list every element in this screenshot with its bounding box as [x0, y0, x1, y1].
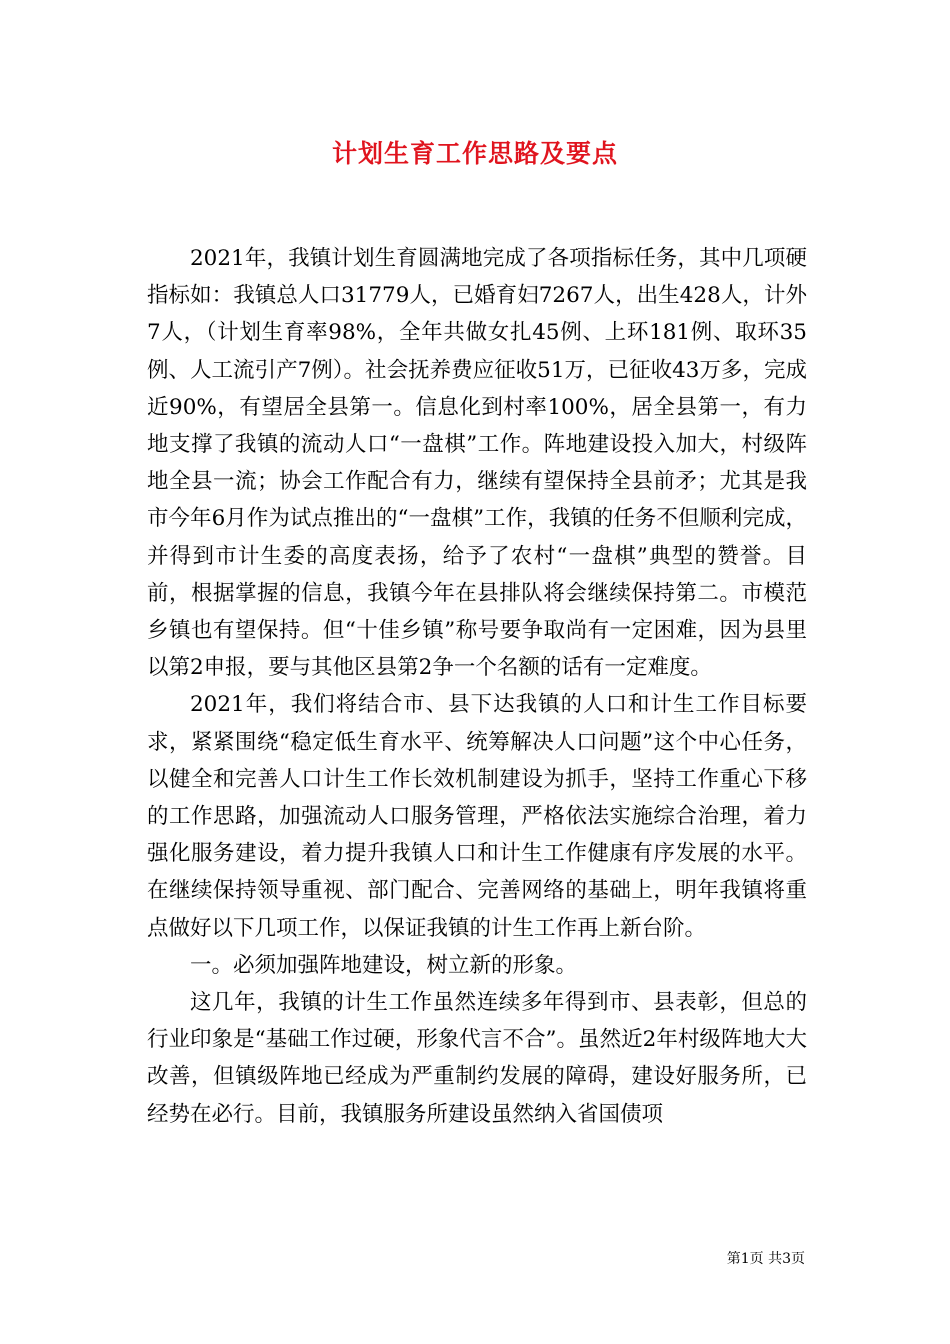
paragraph-1: 2021年，我镇计划生育圆满地完成了各项指标任务，其中几项硬指标如：我镇总人口31779人，已婚育妇7267人，出生428人，计外7人，（计划生育率98%，全年共做女扎45例、上环181例、取环35例、人工流引产7例）。社会抚养费应征收51万，已征收43万多，完成近90%，有望居全县第一。信息化到村率100%，居全县第一，有力地支撑了我镇的流动人口“一盘棋”工作。阵地建设投入加大，村级阵地全县一流；协会工作配合有力，继续有望保持全县前矛；尤其是我市今年6月作为试点推出的“一盘棋”工作，我镇的任务不但顺利完成，并得到市计生委的高度表扬，给予了农村“一盘棋”典型的赞誉。目前，根据掌握的信息，我镇今年在县排队将会继续保持第二。市模范乡镇也有望保持。但“十佳乡镇”称号要争取尚有一定困难，因为县里以第2申报，要与其他区县第2争一个名额的话有一定难度。: [147, 246, 807, 681]
page-number: 第1页 共3页: [726, 1251, 805, 1267]
document-body: [147, 240, 807, 1133]
paragraph-2: 2021年，我们将结合市、县下达我镇的人口和计生工作目标要求，紧紧围绕“稳定低生育水平、统筹解决人口问题”这个中心任务，以健全和完善人口计生工作长效机制建设为抓手，坚持工作重心下移的工作思路，加强流动人口服务管理，严格依法实施综合治理，着力强化服务建设，着力提升我镇人口和计生工作健康有序发展的水平。在继续保持领导重视、部门配合、完善网络的基础上，明年我镇将重点做好以下几项工作，以保证我镇的计生工作再上新台阶。: [147, 692, 807, 941]
paragraph-4: 这几年，我镇的计生工作虽然连续多年得到市、县表彰，但总的行业印象是“基础工作过硬，形象代言不合”。虽然近2年村级阵地大大改善，但镇级阵地已经成为严重制约发展的障碍，建设好服务所，已经势在必行。目前，我镇服务所建设虽然纳入省国债项: [147, 990, 807, 1127]
paragraph-3: 一。必须加强阵地建设，树立新的形象。: [190, 952, 578, 978]
document-title: 计划生育工作思路及要点: [331, 139, 618, 168]
